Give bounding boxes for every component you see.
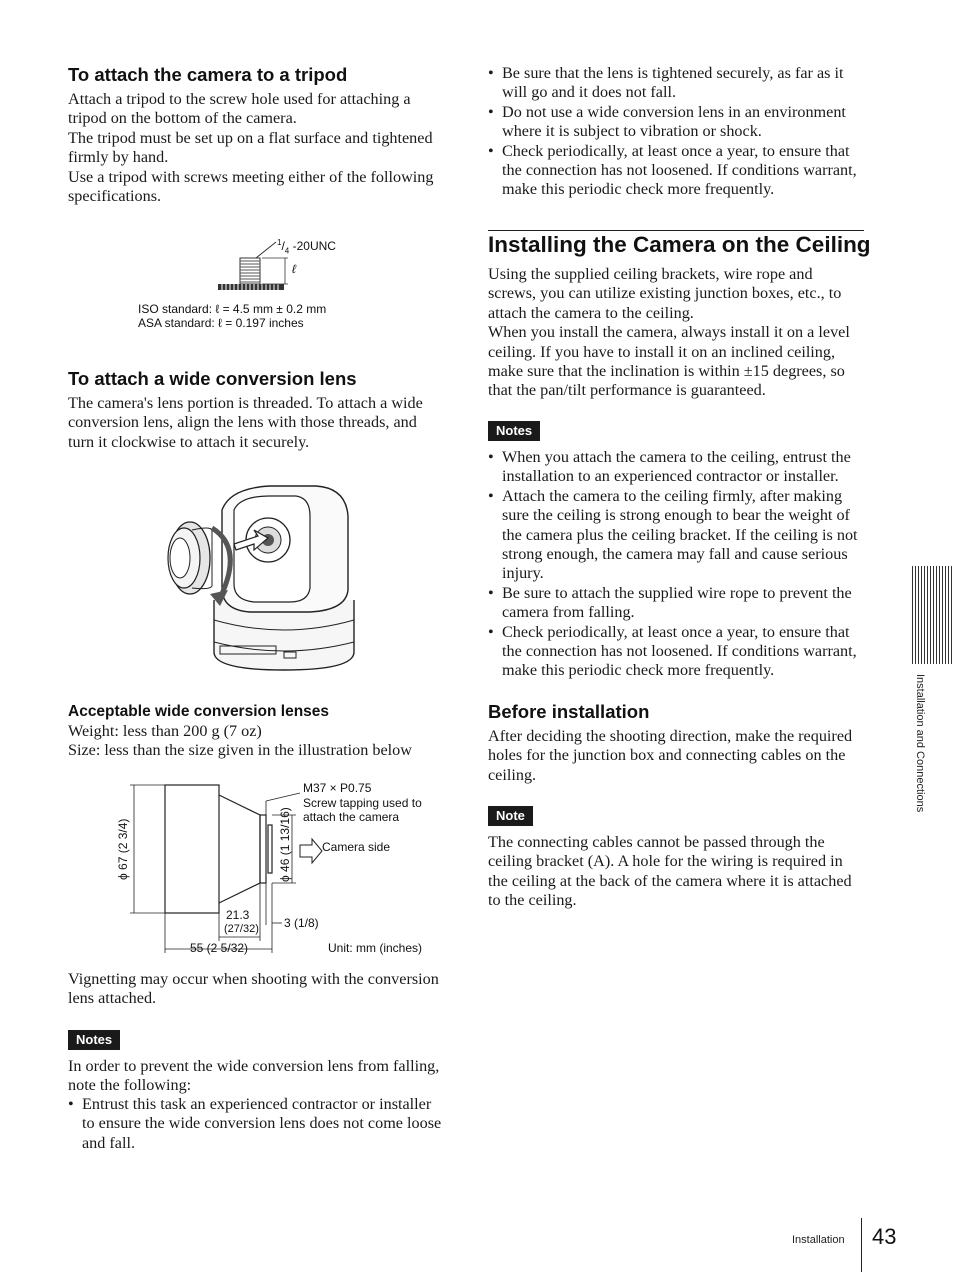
tripod-heading: To attach the camera to a tripod bbox=[68, 64, 348, 85]
acceptable-heading: Acceptable wide conversion lenses bbox=[68, 703, 330, 720]
list-item: • Do not use a wide conversion lens in an environment where it is subject to vibration or shock. bbox=[488, 103, 864, 142]
dim-55-label: 55 (2 5/32) bbox=[190, 941, 249, 955]
list-item: • Check periodically, at least once a year, to ensure that the connection has not loosened. If conditions warrant, make this periodic check more frequently. bbox=[488, 623, 864, 681]
list-item: • Be sure that the lens is tightened securely, as far as it will go and it does not fall. bbox=[488, 64, 864, 103]
dim-21-label: 21.3 bbox=[226, 908, 250, 922]
thread-spec-3: attach the camera bbox=[303, 810, 400, 824]
list-item: • Check periodically, at least once a year, to ensure that the connection has not loosened. If conditions warrant, make this periodic check more frequently. bbox=[488, 142, 864, 200]
dim-3-label: 3 (1/8) bbox=[284, 916, 319, 930]
asa-standard: ASA standard: ℓ = 0.197 inches bbox=[138, 316, 304, 330]
lens-heading: To attach a wide conversion lens bbox=[68, 368, 357, 389]
before-heading: Before installation bbox=[488, 701, 650, 722]
left-notes-intro: In order to prevent the wide conversion lens from falling, note the following: bbox=[68, 1057, 440, 1095]
screw-spec-label: $^1/_4$ -20UNC bbox=[277, 238, 336, 256]
thread-spec-2: Screw tapping used to bbox=[303, 796, 422, 810]
camera-side-label: Camera side bbox=[322, 840, 391, 854]
list-item: • Attach the camera to the ceiling firmly, after making sure the ceiling is strong enough to bear the weight of the camera plus the ceiling bracket. If the ceiling is not strong enough, the camera may fall and cause serious injury. bbox=[488, 487, 864, 584]
ceiling-heading: Installing the Camera on the Ceiling bbox=[488, 232, 871, 257]
list-item: • Entrust this task an experienced contractor or installer to ensure the wide conversion lens does not come loose and fall. bbox=[68, 1095, 446, 1153]
ceiling-para-1: Using the supplied ceiling brackets, wire rope and screws, you can utilize existing junction boxes, etc., to attach the camera to the ceiling. bbox=[488, 265, 842, 322]
sidebar-section-wrapper bbox=[912, 674, 926, 834]
list-item: • When you attach the camera to the ceiling, entrust the installation to an experienced contractor or installer. bbox=[488, 448, 864, 487]
tripod-body bbox=[68, 90, 446, 206]
vignetting-para: Vignetting may occur when shooting with the conversion lens attached. bbox=[68, 970, 439, 1008]
before-note-para: The connecting cables cannot be passed through the ceiling bracket (A). A hole for the wiring is required in the ceiling at the back of the camera where it is attached to the ceiling. bbox=[488, 833, 852, 910]
ceiling-body bbox=[488, 265, 864, 401]
tripod-para-3: Use a tripod with screws meeting either of the following specifications. bbox=[68, 167, 434, 206]
thread-spec-1: M37 × P0.75 bbox=[303, 781, 372, 795]
acceptable-weight: Weight: less than 200 g (7 oz) bbox=[68, 722, 262, 740]
dim-21-inch-label: (27/32) bbox=[224, 923, 259, 935]
acceptable-size: Size: less than the size given in the illustration below bbox=[68, 741, 412, 760]
before-para: After deciding the shooting direction, make the required holes for the junction box and connecting cables on the ceiling. bbox=[488, 727, 853, 784]
before-note-badge: Note bbox=[488, 806, 533, 826]
lens-para: The camera's lens portion is threaded. To attach a wide conversion lens, align the lens with those threads, and turn it clockwise to attach it securely. bbox=[68, 394, 423, 451]
acceptable-body bbox=[68, 722, 448, 761]
unit-label: Unit: mm (inches) bbox=[328, 941, 423, 955]
tripod-para-1: Attach a tripod to the screw hole used for attaching a tripod on the bottom of the camera. bbox=[68, 90, 411, 128]
list-item: • Be sure to attach the supplied wire rope to prevent the camera from falling. bbox=[488, 584, 864, 623]
section-tab-marker bbox=[912, 566, 954, 664]
footer-section: Installation bbox=[792, 1234, 845, 1246]
screw-icon bbox=[218, 258, 284, 290]
left-notes-badge: Notes bbox=[68, 1030, 120, 1050]
ceiling-para-2: When you install the camera, always install it on a level ceiling. If you have to install it on an inclined ceiling, make sure that the inclination is within ±15 degrees, so that the pan/tilt performance is guaranteed. bbox=[488, 323, 850, 400]
iso-standard: ISO standard: ℓ = 4.5 mm ± 0.2 mm bbox=[138, 302, 327, 316]
ceiling-notes-badge: Notes bbox=[488, 421, 540, 441]
left-notes-list bbox=[68, 1095, 446, 1153]
ceiling-notes-list bbox=[488, 448, 864, 681]
sidebar-section-label: Installation and Connections bbox=[914, 674, 926, 813]
lens-caution-list bbox=[488, 64, 864, 200]
dim-46-label: ϕ 46 (1 13/16) bbox=[278, 807, 292, 882]
page-number: 43 bbox=[872, 1224, 897, 1249]
footer-divider bbox=[861, 1218, 862, 1272]
length-symbol: ℓ bbox=[292, 262, 296, 276]
tripod-para-2: The tripod must be set up on a flat surface and tightened firmly by hand. bbox=[68, 128, 433, 167]
dim-67-label: ϕ 67 (2 3/4) bbox=[116, 818, 130, 880]
camera-lens-illustration bbox=[150, 470, 360, 680]
section-divider bbox=[488, 230, 864, 231]
